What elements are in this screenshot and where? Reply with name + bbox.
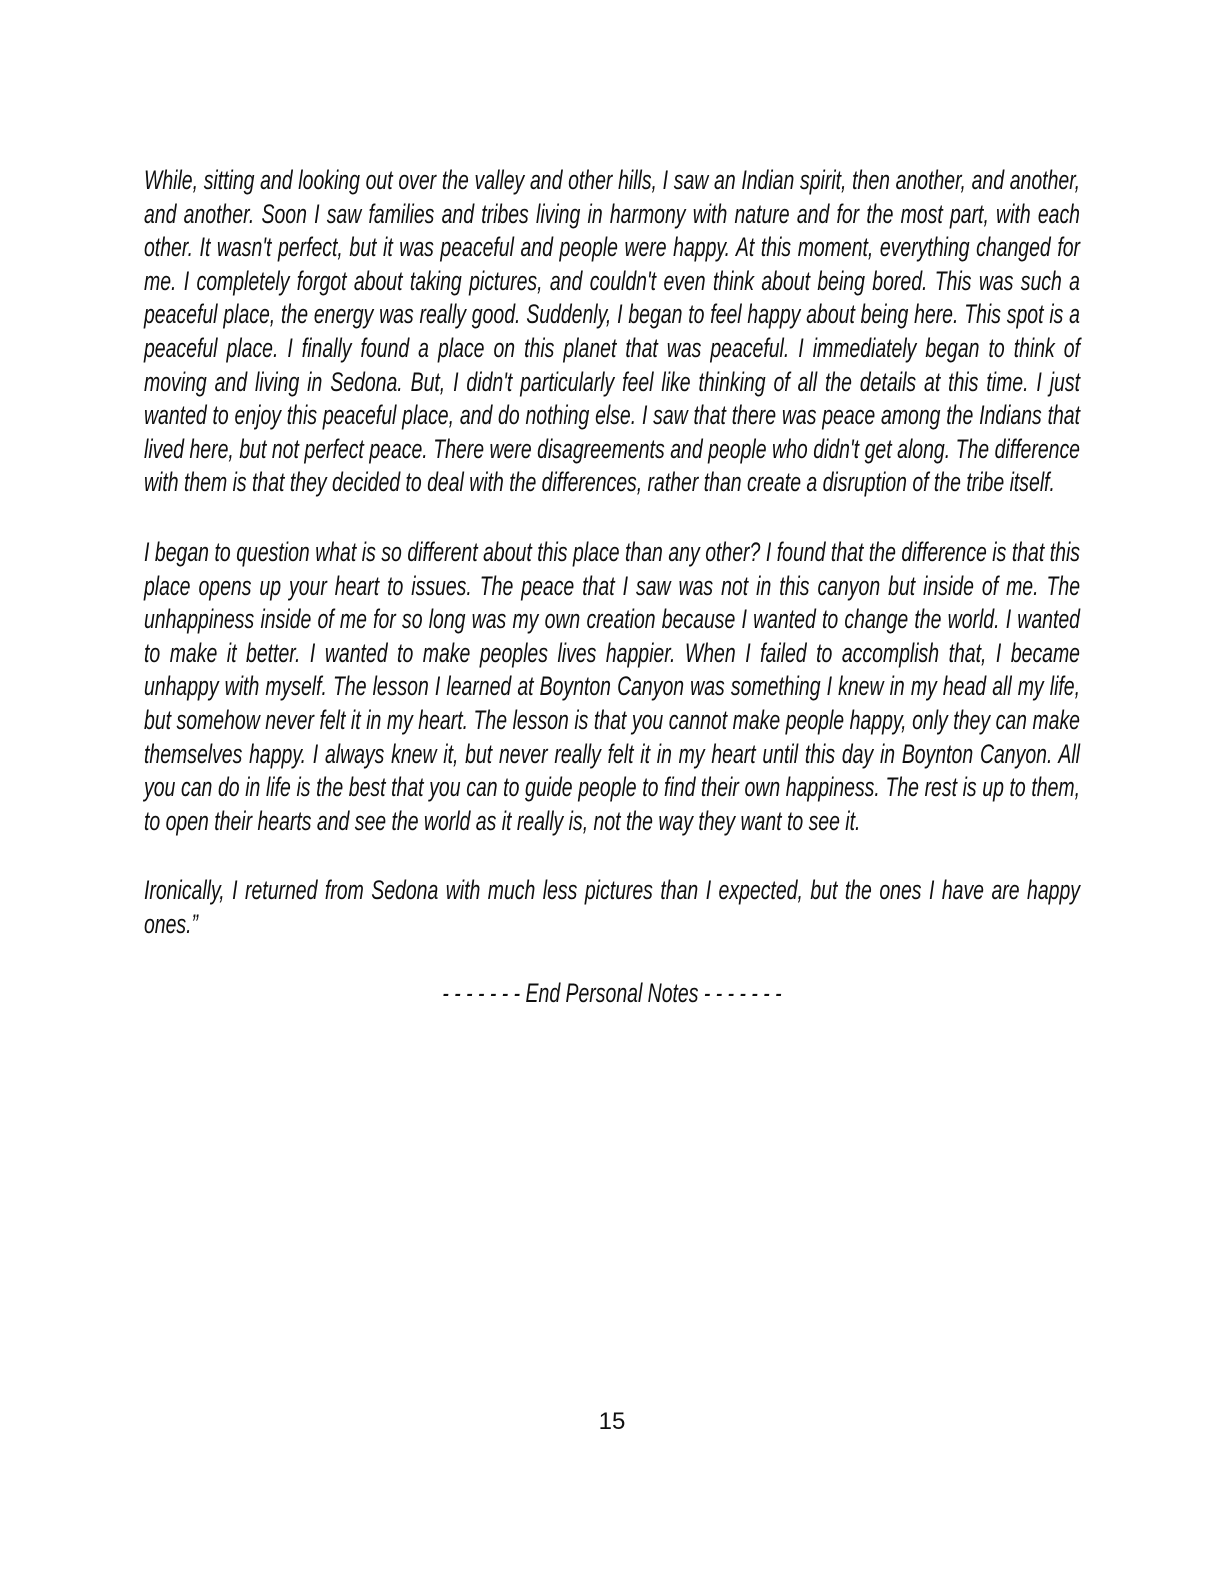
paragraph-2: I began to question what is so different about this place than any other? I found that the difference is that this place opens up your heart to issues. The peace that I saw was not in this canyon but inside of me. The unhappiness inside of me for so long was my own creation because I wanted to change the world. I wanted to make it better. I wanted to make peoples lives happier. When I failed to accomplish that, I became unhappy with myself. The lesson I learned at Boynton Canyon was something I knew in my head all my life, but somehow never felt it in my heart. The lesson is that you cannot make people happy, only they can make themselves happy. I always knew it, but never really felt it in my heart until this day in Boynton Canyon. All you can do in life is the best that you can to guide people to find their own happiness. The rest is up to them, to open their hearts and see the world as it really is, not the way they want to see it. (144, 536, 1080, 836)
end-personal-notes-divider: - - - - - - - End Personal Notes - - - - - - - (442, 978, 782, 1009)
paragraph-3: Ironically, I returned from Sedona with much less pictures than I expected, but the ones I have are happy ones.” (144, 875, 1080, 939)
paragraph-1: While, sitting and looking out over the valley and other hills, I saw an Indian spirit, then another, and another, and another. Soon I saw families and tribes living in harmony with nature and for the most part, with each other. It wasn't perfect, but it was peaceful and people were happy. At this moment, everything changed for me. I completely forgot about taking pictures, and couldn't even think about being bored. This was such a peaceful place, the energy was really good. Suddenly, I began to feel happy about being here. This spot is a peaceful place. I finally found a place on this planet that was peaceful. I immediately began to think of moving and living in Sedona. But, I didn't particularly feel like thinking of all the details at this time. I just wanted to enjoy this peaceful place, and do nothing else. I saw that there was peace among the Indians that lived here, but not perfect peace. There were disagreements and people who didn't get along. The difference with them is that they decided to deal with the differences, rather than create a disruption of the tribe itself. (144, 165, 1080, 498)
personal-notes-body (144, 164, 1080, 1011)
page-number: 15 (598, 1408, 626, 1435)
